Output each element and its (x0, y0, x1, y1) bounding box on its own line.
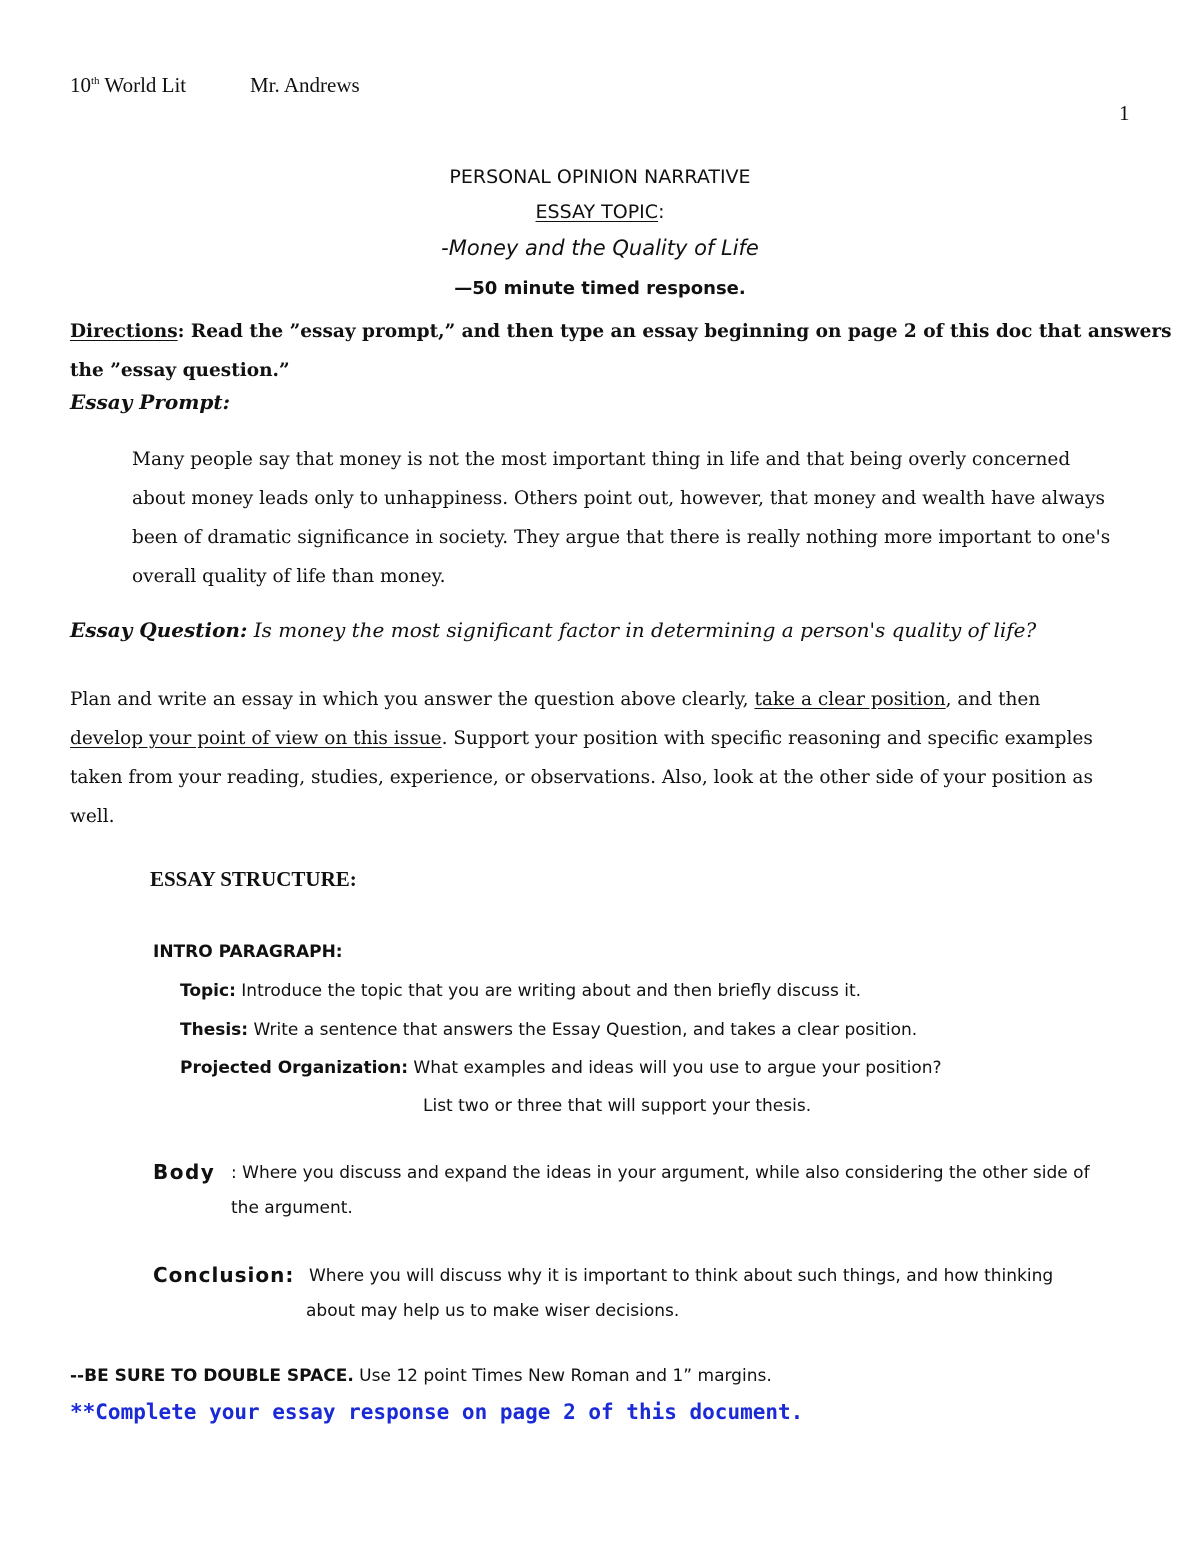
essay-question (70, 618, 1036, 642)
essay-prompt-text (132, 440, 1110, 596)
plan-paragraph (70, 680, 1093, 836)
directions (70, 312, 1172, 390)
directions-line-1: : Read the ”essay prompt,” and then type an essay beginning on page 2 of this doc that answers (177, 321, 1172, 342)
double-space-bold: --BE SURE TO DOUBLE SPACE. (70, 1366, 354, 1386)
intro-thesis-row (180, 1020, 917, 1040)
double-space-note (70, 1366, 772, 1386)
directions-line-2: the ”essay question.” (70, 360, 290, 381)
complete-essay-note: **Complete your essay response on page 2 of this document. (70, 1400, 804, 1424)
plan-underline-develop: develop your point of view on this issue (70, 728, 442, 749)
organization-label: Projected Organization: (180, 1058, 409, 1078)
essay-topic-label-text: ESSAY TOPIC (535, 201, 659, 223)
double-space-rest: Use 12 point Times New Roman and 1” margins. (353, 1366, 772, 1386)
plan-line-3: taken from your reading, studies, experience, or observations. Also, look at the other side of your position as (70, 767, 1093, 788)
conclusion-text-line-2: about may help us to make wiser decisions. (306, 1301, 680, 1321)
plan-underline-position: take a clear position (754, 689, 946, 710)
essay-topic-label (0, 201, 1200, 223)
timed-response: —50 minute timed response. (454, 278, 746, 299)
prompt-line: been of dramatic significance in society. They argue that there is really nothing more important to one's (132, 527, 1111, 548)
organization-text: What examples and ideas will you use to argue your position? (408, 1058, 942, 1078)
thesis-text: Write a sentence that answers the Essay Question, and takes a clear position. (248, 1020, 918, 1040)
organization-text-2: List two or three that will support your thesis. (423, 1096, 812, 1116)
course-name: World Lit (99, 73, 187, 97)
prompt-line: Many people say that money is not the most important thing in life and that being overly concerned (132, 449, 1071, 470)
header-course (70, 73, 186, 98)
course-number: 10 (70, 73, 91, 97)
topic-text: Introduce the topic that you are writing about and then briefly discuss it. (235, 981, 862, 1001)
plan-line-1: Plan and write an essay in which you answer the question above clearly, (70, 689, 755, 710)
intro-paragraph-heading: INTRO PARAGRAPH: (153, 942, 343, 962)
essay-prompt-heading: Essay Prompt: (70, 390, 230, 414)
header-teacher: Mr. Andrews (250, 73, 360, 97)
course-superscript: th (91, 75, 100, 87)
prompt-line: overall quality of life than money. (132, 566, 446, 587)
prompt-line: about money leads only to unhappiness. Others point out, however, that money and wealth have always (132, 488, 1106, 509)
conclusion-label: Conclusion: (153, 1263, 295, 1287)
intro-organization-row (180, 1058, 942, 1078)
plan-line-1-end: , and then (945, 689, 1041, 710)
essay-question-text: Is money the most significant factor in determining a person's quality of life? (247, 618, 1037, 642)
essay-topic-colon: : (658, 201, 665, 223)
topic-label: Topic: (180, 981, 236, 1001)
essay-question-label: Essay Question: (70, 618, 248, 642)
thesis-label: Thesis: (180, 1020, 249, 1040)
intro-topic-row (180, 981, 861, 1001)
body-label: Body (153, 1160, 216, 1184)
directions-label: Directions (70, 321, 178, 342)
page-number: 1 (1119, 101, 1130, 125)
page-title: PERSONAL OPINION NARRATIVE (449, 166, 751, 188)
body-text-line-2: the argument. (231, 1198, 353, 1218)
plan-line-4: well. (70, 806, 115, 827)
body-text-line-1: : Where you discuss and expand the ideas in your argument, while also considering the other side of (231, 1163, 1090, 1183)
plan-line-2: . Support your position with specific reasoning and specific examples (441, 728, 1093, 749)
essay-structure-heading: ESSAY STRUCTURE: (150, 867, 357, 891)
essay-topic: -Money and the Quality of Life (441, 236, 759, 260)
conclusion-text-line-1: Where you will discuss why it is important to think about such things, and how thinking (309, 1266, 1054, 1286)
